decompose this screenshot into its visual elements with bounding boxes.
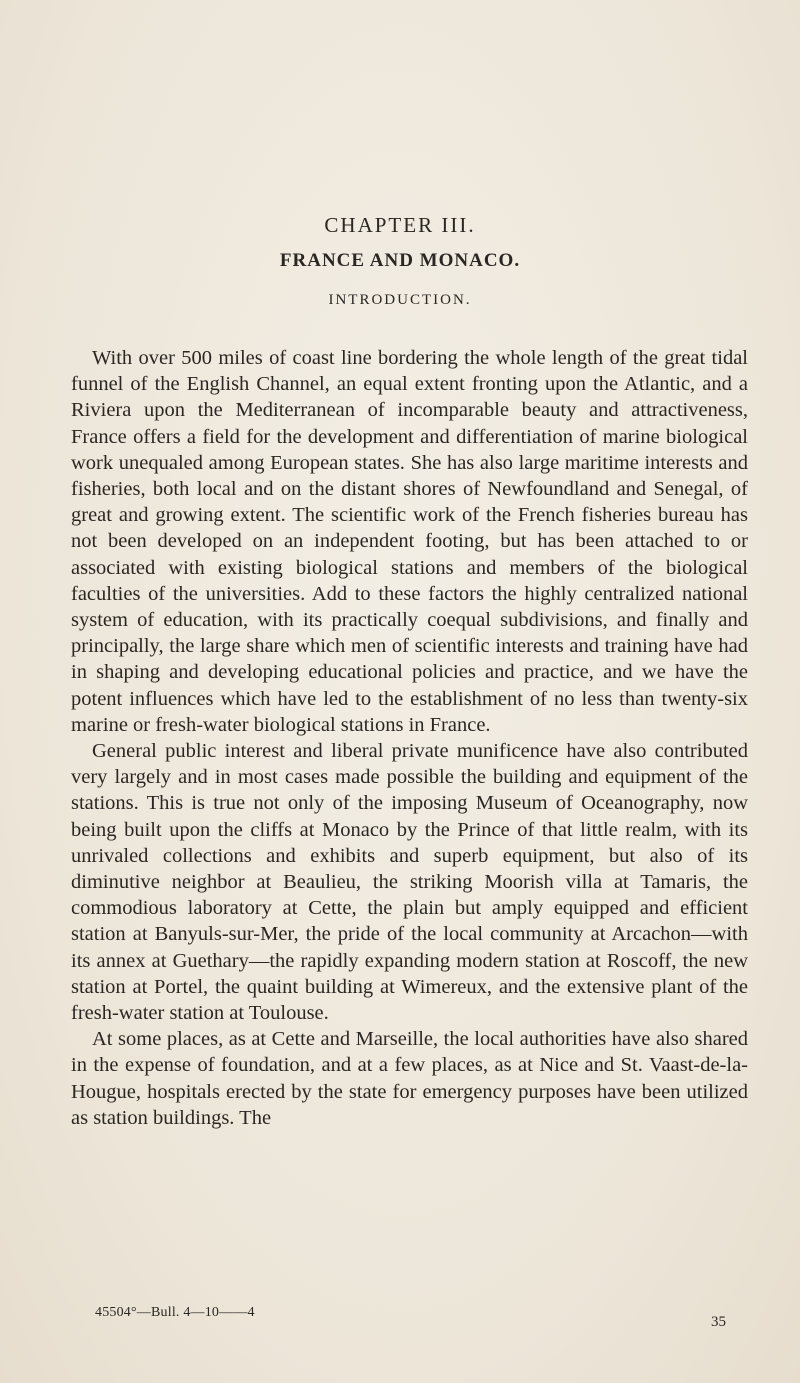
- paragraph: General public interest and liberal private munificence have also contributed very largely and in most cases made possible the building and equipment of the stations. This is true not only of the imposing Museum of Oceanography, now being built upon the cliffs at Monaco by the Prince of that little realm, with its unrivaled collections and exhibits and superb equipment, but also of its diminutive neighbor at Beaulieu, the striking Moorish villa at Tamaris, the commodious laboratory at Cette, the plain but amply equipped and efficient station at Banyuls-sur-Mer, the pride of the local community at Arcachon—with its annex at Guethary—the rapidly expanding modern station at Roscoff, the new station at Portel, the quaint building at Wimereux, and the extensive plant of the fresh-water station at Toulouse.: [71, 740, 748, 1025]
- page-number: 35: [711, 1314, 726, 1330]
- section-heading: INTRODUCTION.: [328, 292, 472, 308]
- body-text: [71, 345, 748, 1131]
- paragraph: At some places, as at Cette and Marseille, the local authorities have also shared in the expense of foundation, and at a few places, as at Nice and St. Vaast-de-la-Hougue, hospitals erected by the state for emergency purposes have been utilized as station buildings. The: [71, 1028, 748, 1129]
- chapter-heading: CHAPTER III.: [324, 213, 476, 237]
- printer-imprint: 45504°—Bull. 4—10——4: [95, 1305, 255, 1320]
- chapter-title: FRANCE AND MONACO.: [279, 250, 521, 271]
- paragraph: With over 500 miles of coast line bordering the whole length of the great tidal funnel of the English Channel, an equal extent fronting upon the Atlantic, and a Riviera upon the Mediterranean of incomparable beauty and attractiveness, France offers a field for the development and differentiation of marine biological work unequaled among European states. She has also large maritime interests and fisheries, both local and on the distant shores of Newfoundland and Senegal, of great and growing extent. The scientific work of the French fisheries bureau has not been developed on an independent footing, but has been attached to or associated with existing biological stations and members of the biological faculties of the universities. Add to these factors the highly centralized national system of education, with its practically coequal subdivisions, and finally and principally, the large share which men of scientific interests and training have had in shaping and developing educational policies and practice, and we have the potent influences which have led to the establishment of no less than twenty-six marine or fresh-water biological stations in France.: [71, 347, 748, 736]
